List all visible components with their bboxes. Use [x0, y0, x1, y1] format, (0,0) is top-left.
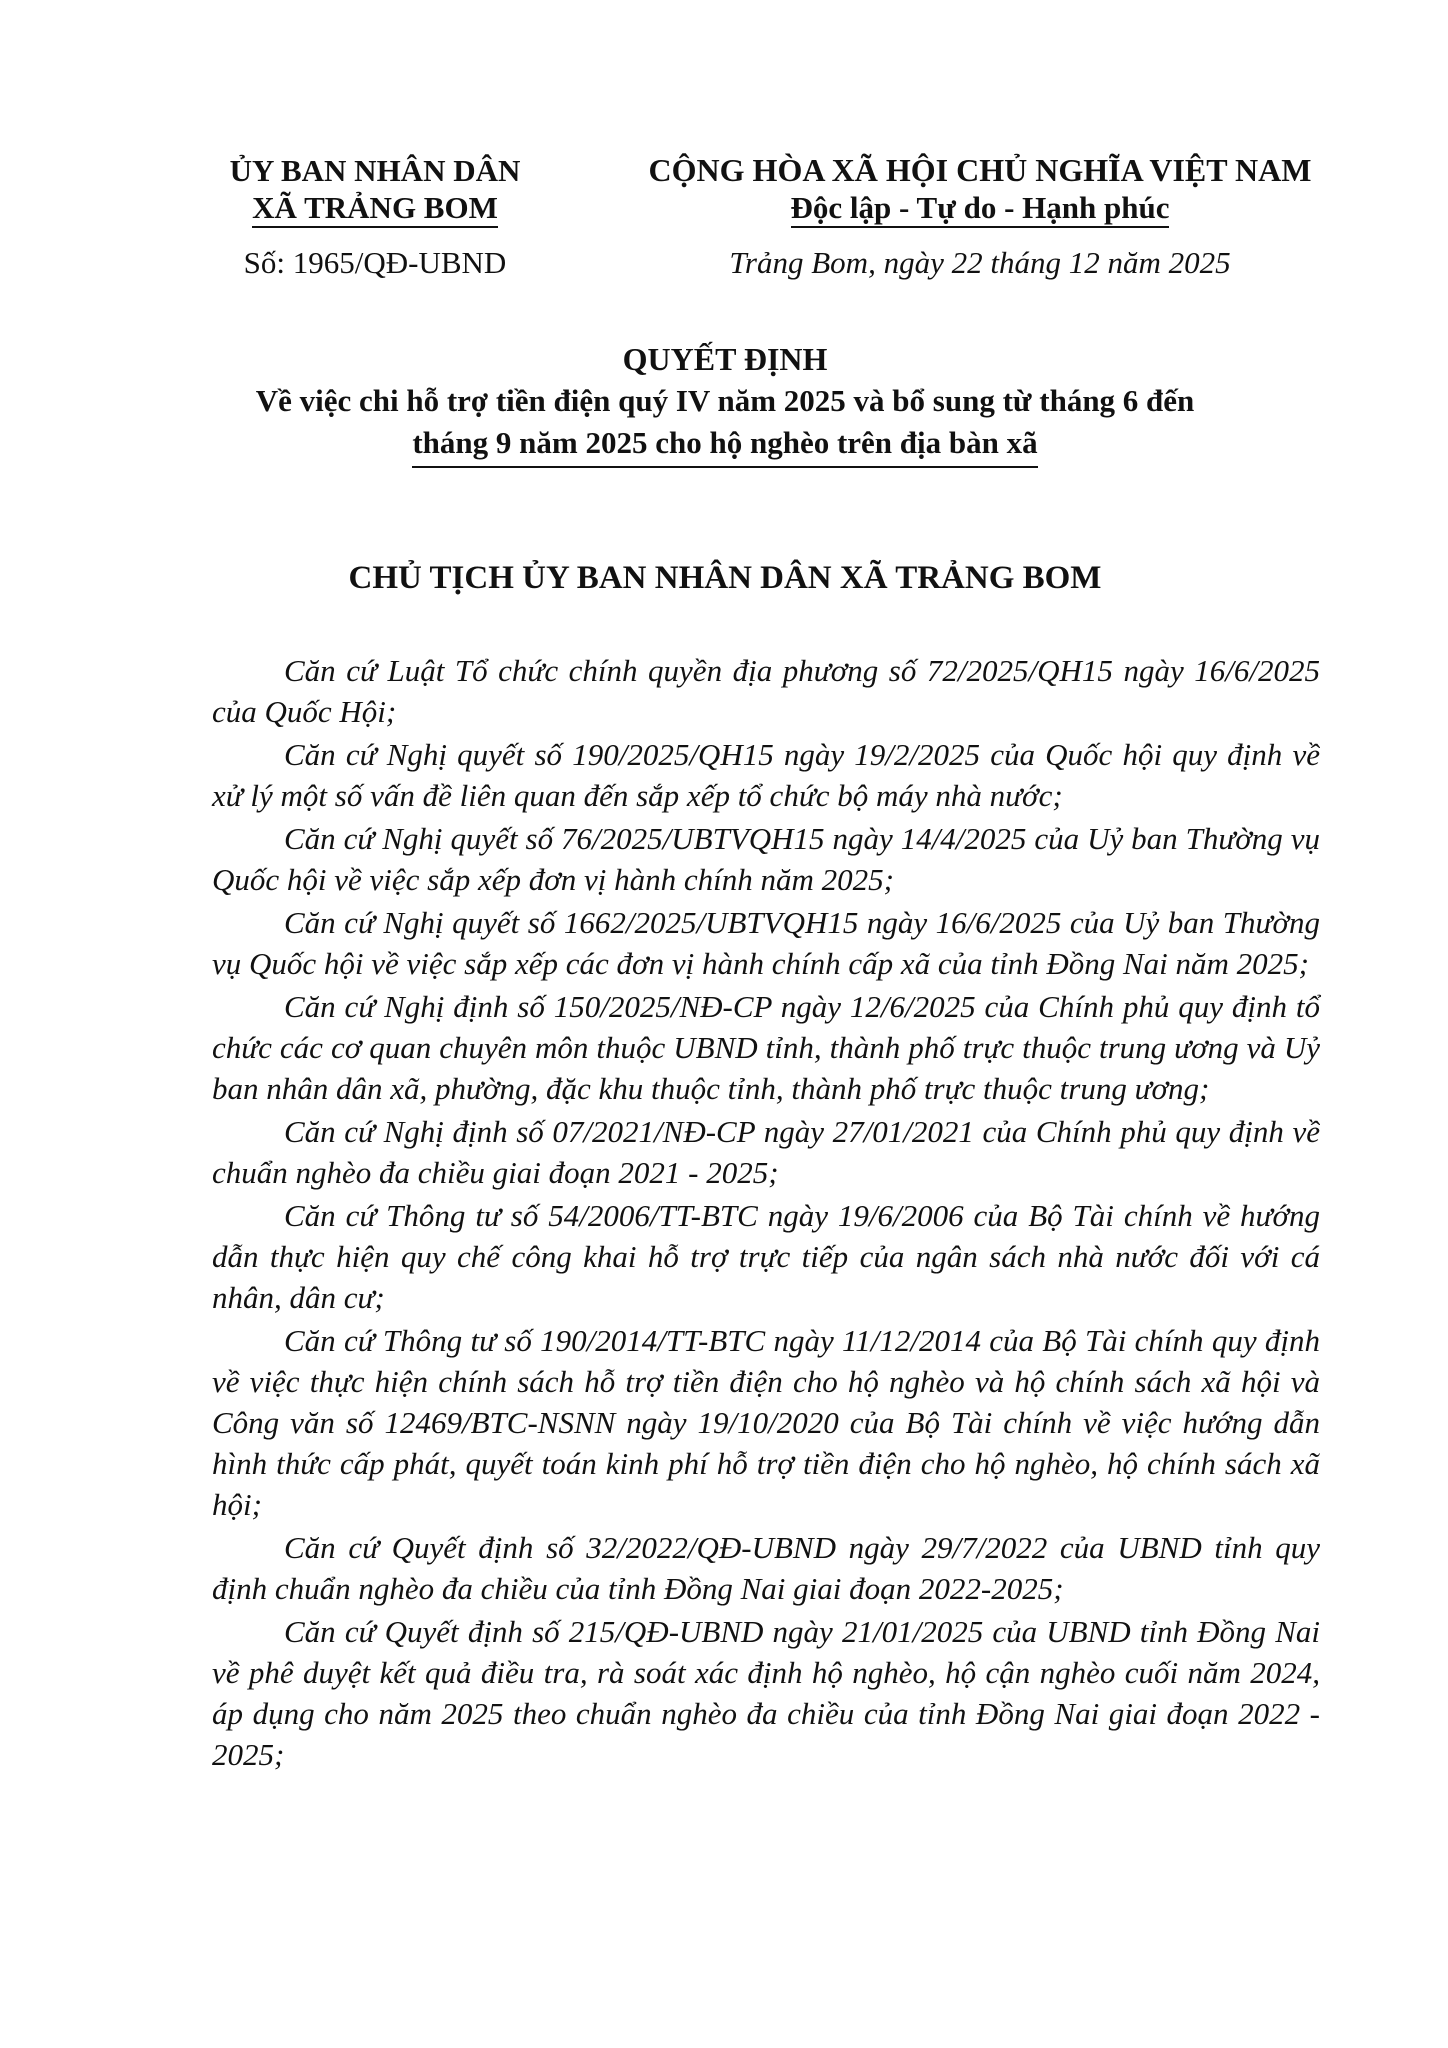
legal-basis-list — [212, 650, 1320, 1777]
legal-basis-item: Căn cứ Nghị quyết số 76/2025/UBTVQH15 ngày 14/4/2025 của Uỷ ban Thường vụ Quốc hội về việc sắp xếp đơn vị hành chính năm 2025; — [212, 821, 1320, 897]
nation-line-1: CỘNG HÒA XÃ HỘI CHỦ NGHĨA VIỆT NAM — [648, 152, 1312, 188]
issuing-agency — [200, 152, 550, 228]
place-date: Trảng Bom, ngày 22 tháng 12 năm 2025 — [729, 245, 1231, 280]
legal-basis-item: Căn cứ Nghị quyết số 190/2025/QH15 ngày 19/2/2025 của Quốc hội quy định về xử lý một số vấn đề liên quan đến sắp xếp tổ chức bộ máy nhà nước; — [212, 737, 1320, 813]
agency-line-2: XÃ TRẢNG BOM — [252, 189, 498, 228]
national-motto — [620, 152, 1340, 228]
legal-basis-item: Căn cứ Quyết định số 215/QĐ-UBND ngày 21/01/2025 của UBND tỉnh Đồng Nai về phê duyệt kết quả điều tra, rà soát xác định hộ nghèo, hộ cận nghèo cuối năm 2024, áp dụng cho năm 2025 theo chuẩn nghèo đa chiều của tỉnh Đồng Nai giai đoạn 2022 - 2025; — [212, 1614, 1320, 1772]
title-heading: QUYẾT ĐỊNH — [622, 341, 828, 377]
legal-basis-item: Căn cứ Nghị định số 150/2025/NĐ-CP ngày 12/6/2025 của Chính phủ quy định tổ chức các cơ quan chuyên môn thuộc UBND tỉnh, thành phố trực thuộc trung ương và Uỷ ban nhân dân xã, phường, đặc khu thuộc tỉnh, thành phố trực thuộc trung ương; — [212, 989, 1320, 1106]
agency-line-1: ỦY BAN NHÂN DÂN — [229, 153, 521, 188]
legal-basis-item: Căn cứ Thông tư số 190/2014/TT-BTC ngày 11/12/2014 của Bộ Tài chính quy định về việc thực hiện chính sách hỗ trợ tiền điện cho hộ nghèo và hộ chính sách xã hội và Công văn số 12469/BTC-NSNN ngày 19/10/2020 của Bộ Tài chính về việc hướng dẫn hình thức cấp phát, quyết toán kinh phí hỗ trợ tiền điện cho hộ nghèo, hộ chính sách xã hội; — [212, 1323, 1320, 1522]
legal-basis-item: Căn cứ Nghị quyết số 1662/2025/UBTVQH15 ngày 16/6/2025 của Uỷ ban Thường vụ Quốc hội về việc sắp xếp các đơn vị hành chính cấp xã của tỉnh Đồng Nai năm 2025; — [212, 905, 1320, 981]
nation-line-2: Độc lập - Tự do - Hạnh phúc — [791, 189, 1170, 228]
document-number: Số: 1965/QĐ-UBND — [243, 245, 507, 280]
title-subject-line-1: Về việc chi hỗ trợ tiền điện quý IV năm 2025 và bổ sung từ tháng 6 đến — [255, 383, 1195, 418]
legal-basis-item: Căn cứ Quyết định số 32/2022/QĐ-UBND ngày 29/7/2022 của UBND tỉnh quy định chuẩn nghèo đa chiều của tỉnh Đồng Nai giai đoạn 2022-2025; — [212, 1530, 1320, 1606]
legal-basis-item: Căn cứ Nghị định số 07/2021/NĐ-CP ngày 27/01/2021 của Chính phủ quy định về chuẩn nghèo đa chiều giai đoạn 2021 - 2025; — [212, 1114, 1320, 1190]
issuing-authority: CHỦ TỊCH ỦY BAN NHÂN DÂN XÃ TRẢNG BOM — [348, 560, 1102, 596]
legal-basis-item: Căn cứ Luật Tổ chức chính quyền địa phương số 72/2025/QH15 ngày 16/6/2025 của Quốc Hội; — [212, 653, 1320, 729]
document-title — [150, 338, 1300, 468]
legal-basis-item: Căn cứ Thông tư số 54/2006/TT-BTC ngày 19/6/2006 của Bộ Tài chính về hướng dẫn thực hiện quy chế công khai hỗ trợ trực tiếp của ngân sách nhà nước đối với cá nhân, dân cư; — [212, 1198, 1320, 1315]
title-subject-line-2: tháng 9 năm 2025 cho hộ nghèo trên địa bàn xã — [412, 422, 1037, 468]
